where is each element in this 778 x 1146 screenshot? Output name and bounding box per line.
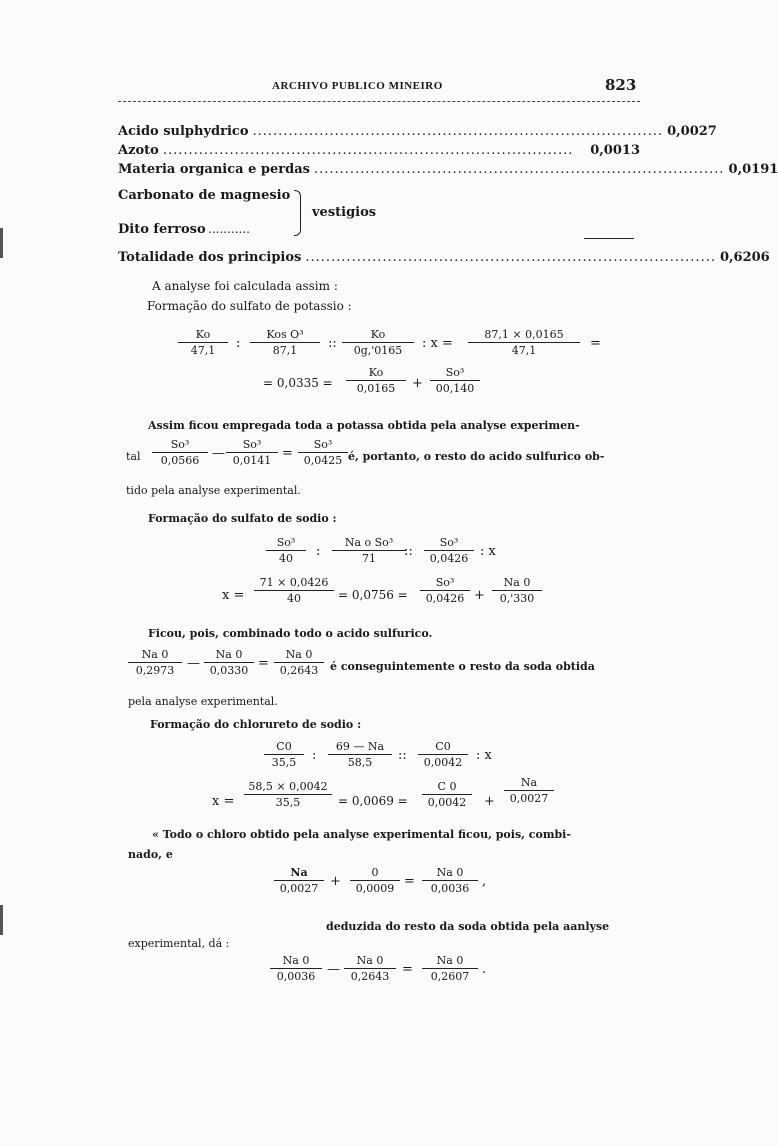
paragraph: deduzida do resto da soda obtida pela aanlyse — [326, 920, 610, 933]
operator: : x = — [422, 336, 453, 351]
row-value: 0,0191 — [728, 162, 778, 177]
operator: x = — [212, 794, 235, 809]
operator: :: — [404, 544, 413, 559]
carbonato-label: Carbonato de magnesio — [118, 188, 291, 203]
row-value: 0,0013 — [590, 143, 640, 158]
fraction: Na 0 0,0330 — [204, 648, 254, 677]
paragraph: Ficou, pois, combinado todo o acido sulfurico. — [148, 627, 433, 640]
brace — [294, 190, 301, 236]
binding-mark — [0, 228, 3, 258]
operator: + — [474, 588, 485, 603]
table-row — [118, 124, 717, 139]
row-value: 0,0027 — [667, 124, 717, 139]
row-label: Materia organica e perdas — [118, 162, 310, 177]
operator: — — [187, 656, 200, 671]
leader-dots: ................................................................................ — [252, 124, 664, 139]
fraction: C 0 0,0042 — [422, 780, 472, 809]
paragraph: Formação do chlorureto de sodio : — [150, 718, 362, 731]
dito-label: Dito ferroso — [118, 222, 206, 237]
row-label: Acido sulphydrico — [118, 124, 249, 139]
operator: : x — [476, 748, 492, 763]
paragraph: Formação do sulfato de sodio : — [148, 512, 337, 525]
paragraph: nado, e — [128, 848, 173, 861]
fraction: So³ 40 — [266, 536, 306, 565]
fraction: Na 0 0,2607 — [422, 954, 478, 983]
row-label: Azoto — [118, 143, 159, 158]
operator: = — [282, 446, 293, 461]
operator: — — [212, 446, 225, 461]
fraction: C0 35,5 — [264, 740, 304, 769]
leader-dots: ................................................................................ — [305, 250, 716, 265]
leader-dots: ................................................................................ — [162, 143, 574, 158]
table-row — [118, 162, 778, 177]
fraction: So³ 0,0426 — [424, 536, 474, 565]
paragraph: tido pela analyse experimental. — [126, 484, 301, 497]
header-rule — [118, 101, 640, 102]
paragraph: tal — [126, 450, 141, 463]
fraction: Ko 47,1 — [178, 328, 228, 357]
operator: + — [412, 376, 423, 391]
fraction: 71 × 0,0426 40 — [254, 576, 334, 605]
operator: : — [316, 544, 321, 559]
fraction: Ko 0,0165 — [346, 366, 406, 395]
equation-segment: = 0,0069 = — [338, 794, 408, 808]
fraction: Kos O³ 87,1 — [250, 328, 320, 357]
operator: = — [590, 336, 601, 351]
leader-dots: ................................................................................ — [313, 162, 725, 177]
operator: :: — [398, 748, 407, 763]
fraction: Ko 0g,'0165 — [342, 328, 414, 357]
running-header: ARCHIVO PUBLICO MINEIRO — [272, 80, 443, 92]
operator: — — [327, 962, 340, 977]
paragraph: experimental, dá : — [128, 937, 230, 950]
fraction: So³ 00,140 — [430, 366, 480, 395]
operator: , — [482, 874, 487, 889]
paragraph: Assim ficou empregada toda a potassa obtida pela analyse experimen- — [148, 419, 580, 432]
dito-dots: ........... — [208, 222, 250, 236]
fraction: 69 — Na 58,5 — [328, 740, 392, 769]
page-number: 823 — [605, 76, 637, 94]
total-row — [118, 250, 770, 265]
paragraph: pela analyse experimental. — [128, 695, 278, 708]
paragraph: é, portanto, o resto do acido sulfurico ob- — [348, 450, 605, 463]
operator: : — [236, 336, 241, 351]
paragraph: A analyse foi calculada assim : — [152, 279, 338, 293]
fraction: So³ 0,0425 — [298, 438, 348, 467]
operator: = — [258, 656, 269, 671]
fraction: So³ 0,0426 — [420, 576, 470, 605]
fraction: Na 0 0,2643 — [274, 648, 324, 677]
binding-mark — [0, 905, 3, 935]
sum-rule — [584, 238, 634, 239]
operator: + — [484, 794, 495, 809]
fraction: C0 0,0042 — [418, 740, 468, 769]
total-label: Totalidade dos principios — [118, 250, 302, 265]
equation-segment: = 0,0756 = — [338, 588, 408, 602]
paragraph: é conseguintemente o resto da soda obtida — [330, 660, 595, 673]
operator: = — [404, 874, 415, 889]
fraction: Na 0,0027 — [504, 776, 554, 805]
paragraph: « Todo o chloro obtido pela analyse experimental ficou, pois, combi- — [152, 828, 571, 841]
fraction: So³ 0,0566 — [152, 438, 208, 467]
fraction: Na 0 0,0036 — [270, 954, 322, 983]
fraction: 0 0,0009 — [350, 866, 400, 895]
fraction: Na 0 0,2973 — [128, 648, 182, 677]
fraction: So³ 0,0141 — [226, 438, 278, 467]
fraction: 87,1 × 0,0165 47,1 — [468, 328, 580, 357]
vestigios-label: vestigios — [312, 205, 377, 220]
operator: :: — [328, 336, 337, 351]
total-value: 0,6206 — [719, 250, 770, 265]
operator: = — [402, 962, 413, 977]
equation-segment: = 0,0335 = — [263, 376, 333, 390]
fraction: Na 0 0,'330 — [492, 576, 542, 605]
fraction: Na o So³ 71 — [332, 536, 406, 565]
operator: : x — [480, 544, 496, 559]
fraction: Na 0 0,2643 — [344, 954, 396, 983]
operator: + — [330, 874, 341, 889]
fraction: Na 0 0,0036 — [422, 866, 478, 895]
operator: x = — [222, 588, 245, 603]
table-row — [118, 143, 640, 158]
fraction: 58,5 × 0,0042 35,5 — [244, 780, 332, 809]
paragraph: Formação do sulfato de potassio : — [147, 299, 352, 313]
fraction: Na 0,0027 — [274, 866, 324, 895]
operator: : — [312, 748, 317, 763]
operator: . — [482, 962, 487, 977]
